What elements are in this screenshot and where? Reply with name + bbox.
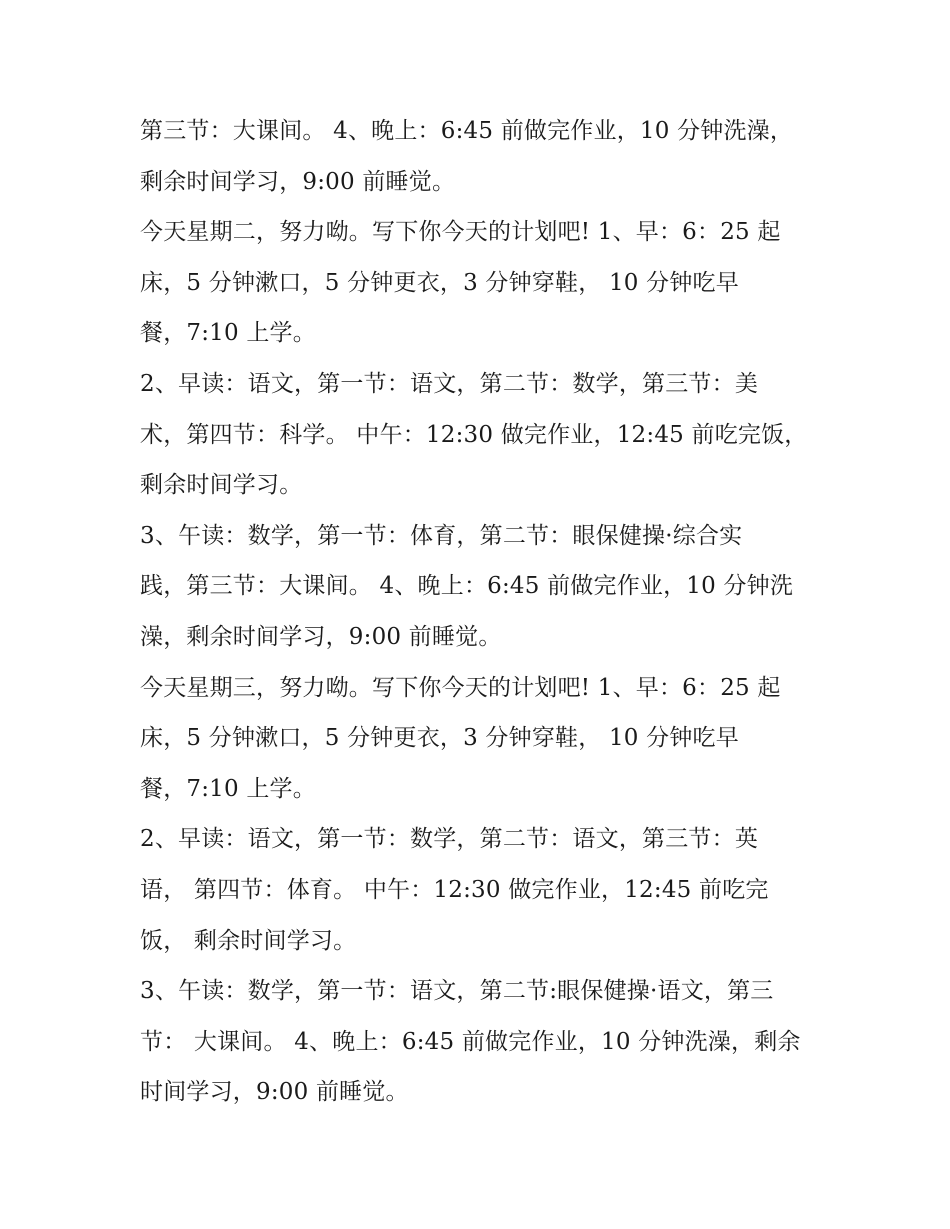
text-line: 饭， 剩余时间学习。	[140, 927, 357, 954]
text-line: 节： 大课间。 4、晚上：6:45 前做完作业，10 分钟洗澡，剩余	[140, 1028, 801, 1055]
text-line: 床，5 分钟漱口，5 分钟更衣，3 分钟穿鞋， 10 分钟吃早	[140, 269, 739, 296]
text-line: 3、午读：数学，第一节：体育，第二节：眼保健操·综合实	[140, 522, 743, 549]
text-line: 2、早读：语文，第一节：语文，第二节：数学，第三节：美	[140, 370, 759, 397]
text-line: 时间学习，9:00 前睡觉。	[140, 1079, 409, 1106]
text-line: 语， 第四节：体育。 中午：12:30 做完作业，12:45 前吃完	[140, 876, 769, 903]
text-line: 今天星期二，努力呦。写下你今天的计划吧! 1、早：6：25 起	[140, 219, 781, 246]
text-line: 澡，剩余时间学习，9:00 前睡觉。	[140, 623, 502, 650]
text-line: 3、午读：数学，第一节：语文，第二节:眼保健操·语文，第三	[140, 978, 774, 1005]
text-line: 剩余时间学习。	[140, 472, 303, 499]
text-line: 第三节：大课间。 4、晚上：6:45 前做完作业，10 分钟洗澡，	[140, 118, 794, 144]
text-line: 餐，7:10 上学。	[140, 775, 316, 802]
text-line: 术，第四节：科学。 中午：12:30 做完作业，12:45 前吃完饭，	[140, 421, 808, 448]
text-line: 今天星期三，努力呦。写下你今天的计划吧! 1、早：6：25 起	[140, 674, 781, 701]
text-line: 剩余时间学习，9:00 前睡觉。	[140, 168, 456, 195]
text-line: 餐，7:10 上学。	[140, 320, 316, 347]
document-body	[140, 106, 820, 1118]
text-line: 践，第三节：大课间。 4、晚上：6:45 前做完作业，10 分钟洗	[140, 573, 794, 600]
text-line: 2、早读：语文，第一节：数学，第二节：语文，第三节：英	[140, 826, 759, 853]
text-line: 床，5 分钟漱口，5 分钟更衣，3 分钟穿鞋， 10 分钟吃早	[140, 725, 739, 752]
